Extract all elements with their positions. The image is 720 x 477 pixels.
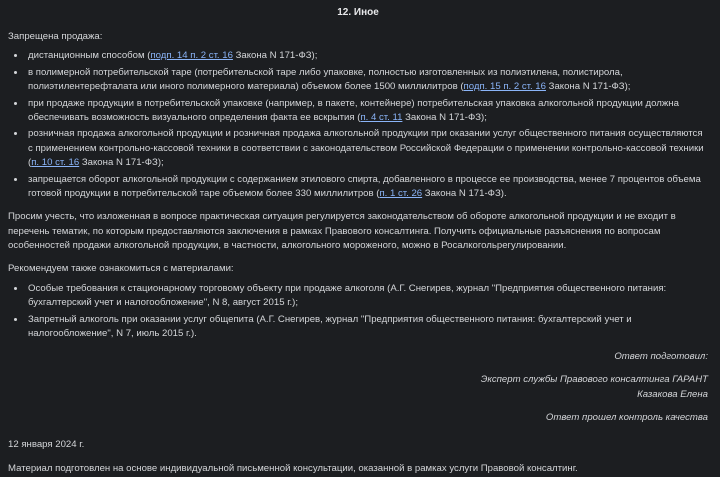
list-item: • в полимерной потребительской таре (потребительской таре либо упаковке, полностью изготовленных из полиэтилена, полистирола, полиэтилентерефталата или иного полимерного материала) объемом более 1500 миллилитров (подп. 15 п. 2 ст. 16 Закона N 171-ФЗ); bbox=[26, 66, 708, 95]
section-title: 12. Иное bbox=[337, 7, 379, 18]
list-item: • дистанционным способом (подп. 14 п. 2 ст. 16 Закона N 171-ФЗ); bbox=[26, 49, 708, 63]
bans-list bbox=[8, 49, 708, 201]
expert-role: Эксперт службы Правового консалтинга ГАРАНТ bbox=[480, 374, 708, 386]
law-link[interactable]: подп. 14 п. 2 ст. 16 bbox=[150, 50, 233, 62]
footer-note: Материал подготовлен на основе индивидуальной письменной консультации, оказанной в рамках услуги Правовой консалтинг. bbox=[8, 463, 578, 475]
expert-name: Казакова Елена bbox=[637, 389, 708, 401]
list-item: • Запретный алкоголь при оказании услуг общепита (А.Г. Снегирев, журнал "Предприятия общественного питания: бухгалтерский учет и налогообложение", N 7, июль 2015 г.). bbox=[26, 313, 708, 342]
note-paragraph: Просим учесть, что изложенная в вопросе практическая ситуация регулируется законодательством об обороте алкогольной продукции и не входит в перечень тематик, по которым предоставляются заключения в рамках Правового консалтинга. Получить официальные разъяснения по вопросам особенностей продажи алкогольной продукции, в частности, алкогольного мороженого, можно в Росалкогольрегулировании. bbox=[8, 211, 676, 252]
law-link[interactable]: п. 4 ст. 11 bbox=[360, 111, 403, 123]
list-item: • розничная продажа алкогольной продукции и розничная продажа алкогольной продукции при оказании услуг общественного питания осуществляются с применением контрольно-кассовой техники в соответствии с законодательством Российской Федерации о применении контрольно-кассовой техники (п. 10 ст. 16 Закона N 171-ФЗ); bbox=[26, 127, 708, 170]
document-date: 12 января 2024 г. bbox=[8, 438, 85, 450]
list-item: • при продаже продукции в потребительской упаковке (например, в пакете, контейнере) потребительская упаковка алкогольной продукции должна обеспечивать возможность визуального определения факта ее вскрытия (п. 4 ст. 11 Закона N 171-ФЗ); bbox=[26, 97, 708, 126]
prepared-by-label: Ответ подготовил: bbox=[614, 351, 708, 363]
list-item: • Особые требования к стационарному торговому объекту при продаже алкоголя (А.Г. Снегирев, журнал "Предприятия общественного питания: бухгалтерский учет и налогообложение", N 8, август 2015 г.); bbox=[26, 282, 708, 311]
law-link[interactable]: п. 1 ст. 26 bbox=[379, 187, 423, 199]
law-link[interactable]: подп. 15 п. 2 ст. 16 bbox=[463, 81, 546, 93]
law-link[interactable]: п. 10 ст. 16 bbox=[31, 157, 80, 169]
materials-intro: Рекомендуем также ознакомиться с материалами: bbox=[8, 263, 234, 275]
bans-intro: Запрещена продажа: bbox=[8, 31, 103, 42]
list-item: • запрещается оборот алкогольной продукции с содержанием этилового спирта, добавленного в процессе ее производства, менее 7 процентов объема готовой продукции в потребительской таре объемом более 330 миллилитров (п. 1 ст. 26 Закона N 171-ФЗ). bbox=[26, 173, 708, 202]
signature-block bbox=[8, 350, 708, 425]
materials-list bbox=[8, 282, 708, 342]
quality-check: Ответ прошел контроль качества bbox=[545, 412, 708, 423]
